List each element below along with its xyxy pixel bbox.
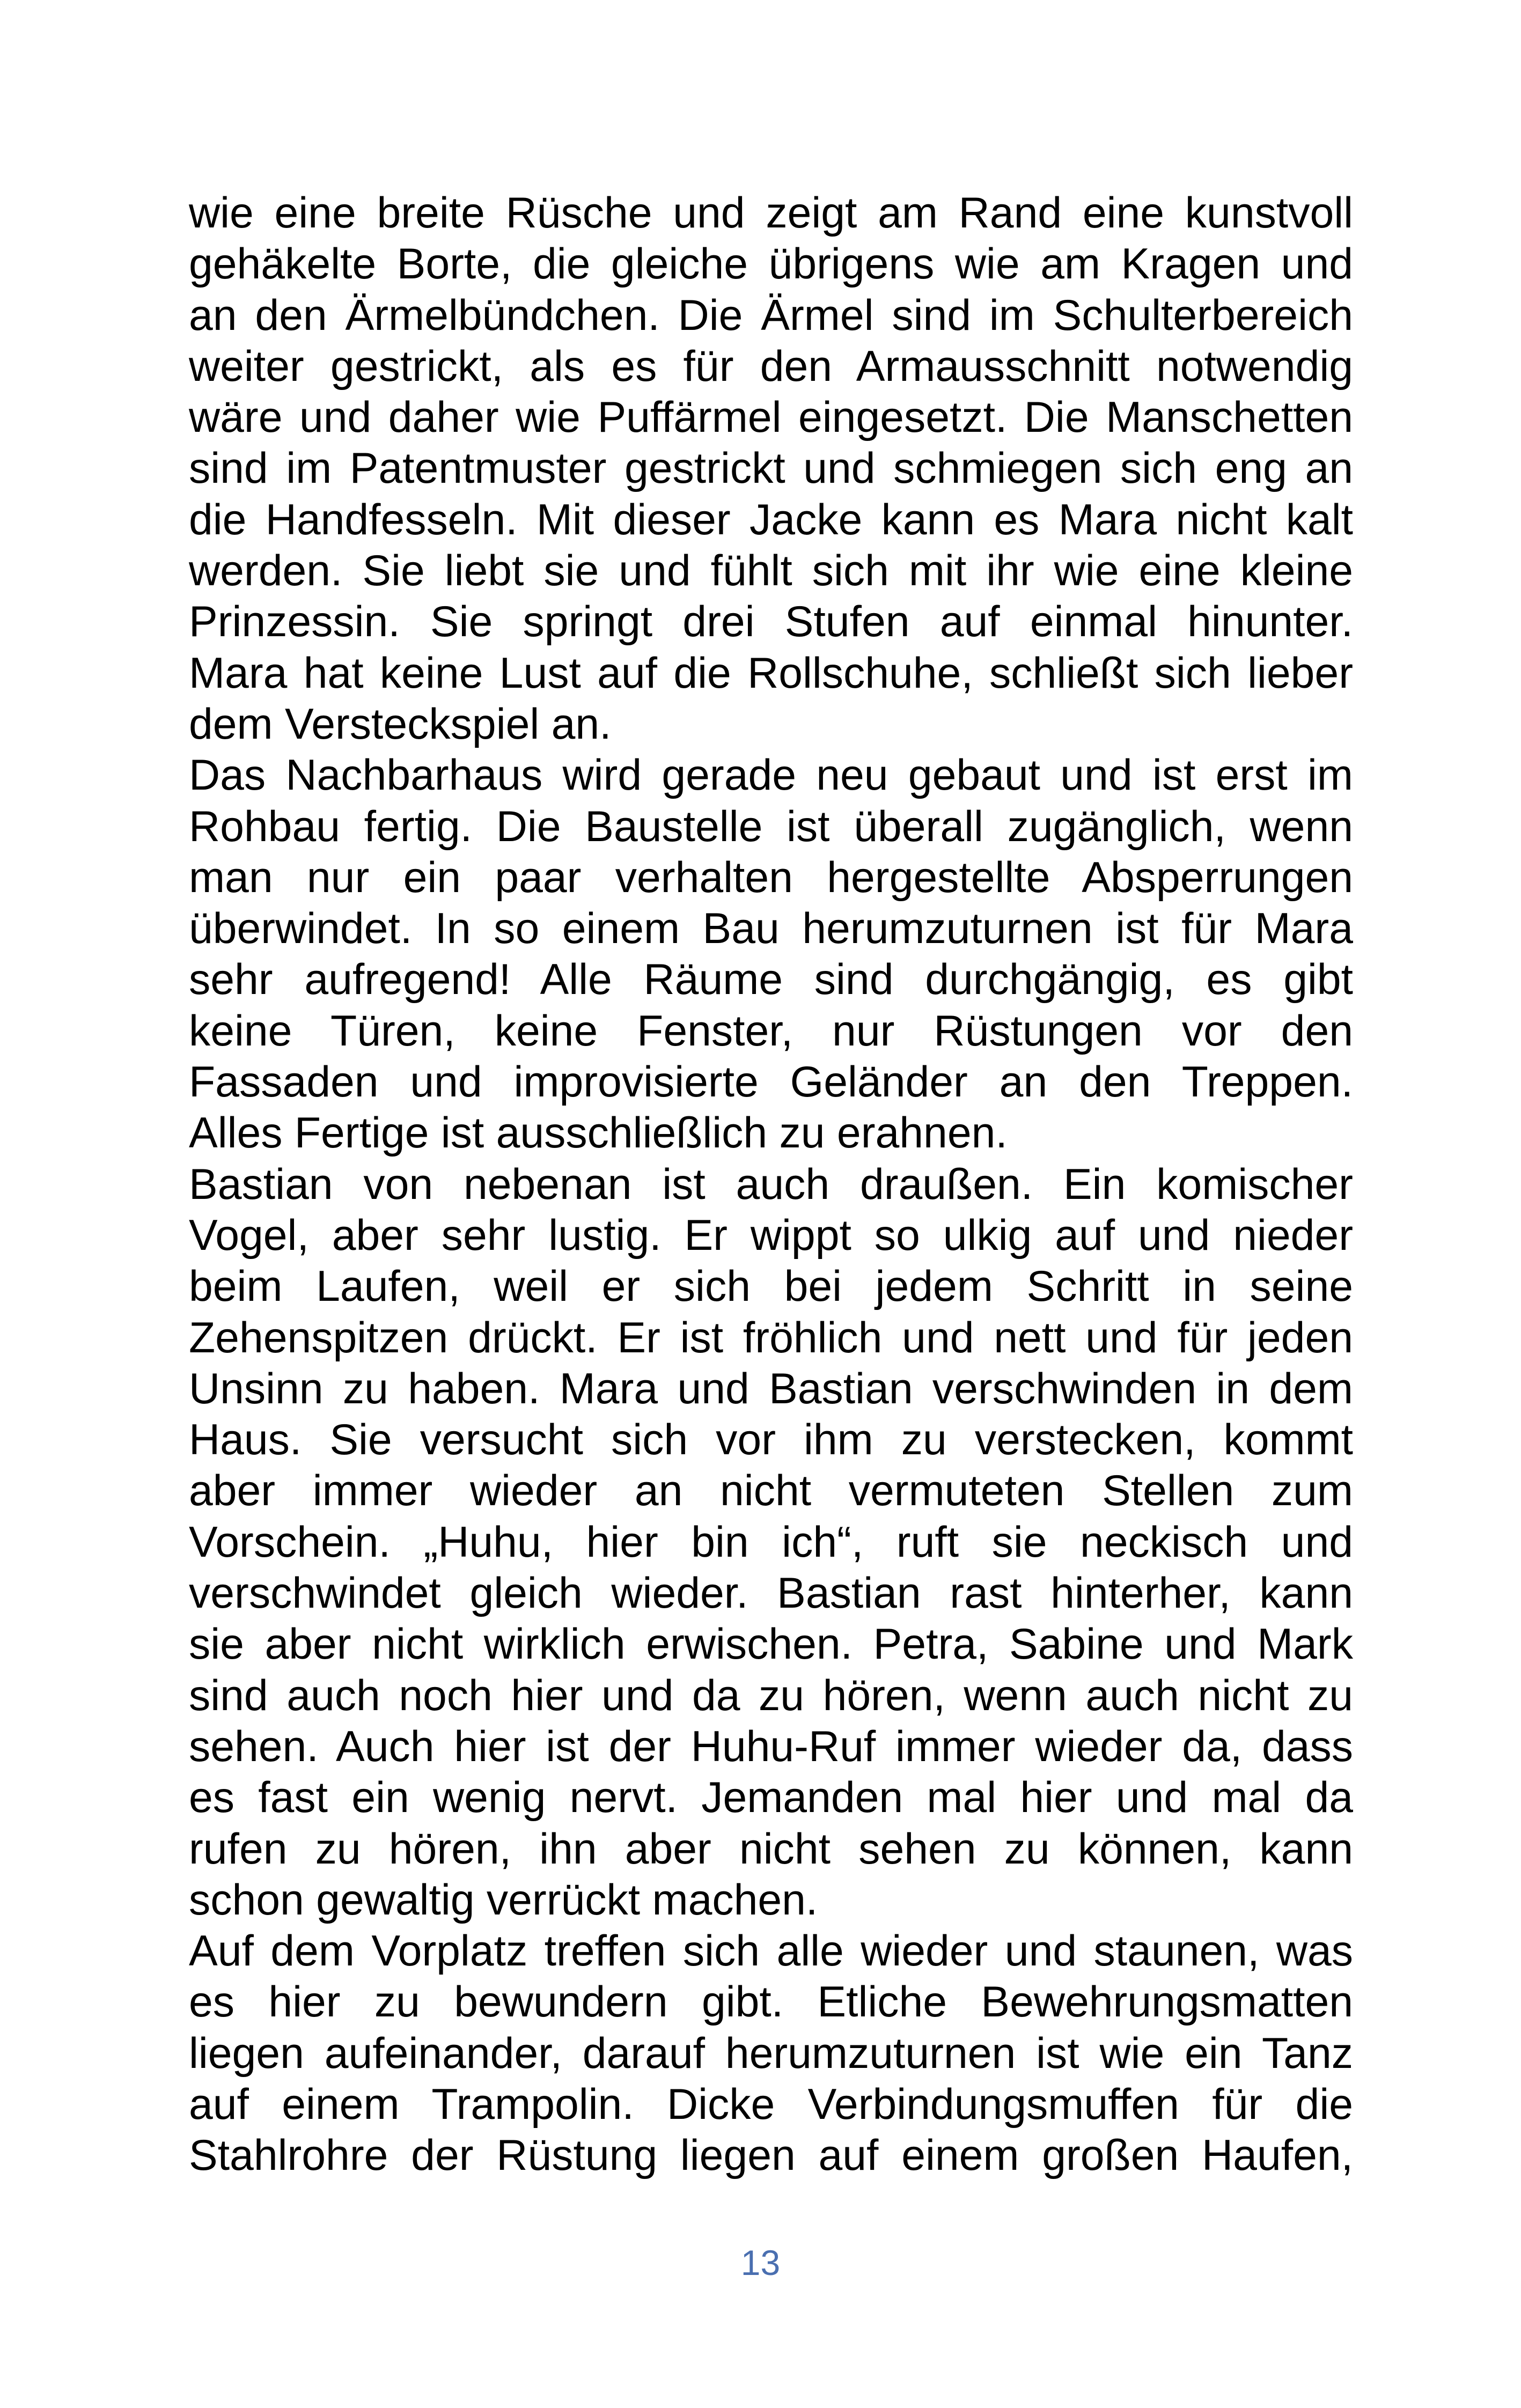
text-line: Auf dem Vorplatz treffen sich alle wieder und staunen, was: [189, 1927, 1353, 1976]
text-line: es fast ein wenig nervt. Jemanden mal hier und mal da: [189, 1773, 1353, 1822]
text-line: wäre und daher wie Puffärmel eingesetzt. Die Manschetten: [189, 393, 1353, 442]
paragraph: [189, 1926, 1353, 2181]
text-line: Haus. Sie versucht sich vor ihm zu verstecken, kommt: [189, 1416, 1353, 1464]
paragraph: [189, 1159, 1353, 1926]
text-line: auf einem Trampolin. Dicke Verbindungsmuffen für die: [189, 2080, 1353, 2129]
text-line: schon gewaltig verrückt machen.: [189, 1875, 818, 1924]
text-line: sind im Patentmuster gestrickt und schmiegen sich eng an: [189, 444, 1353, 493]
text-line: die Handfesseln. Mit dieser Jacke kann es Mara nicht kalt: [189, 495, 1353, 544]
text-line: Unsinn zu haben. Mara und Bastian verschwinden in dem: [189, 1364, 1353, 1413]
text-line: liegen aufeinander, darauf herumzuturnen ist wie ein Tanz: [189, 2029, 1353, 2078]
text-line: es hier zu bewundern gibt. Etliche Bewehrungsmatten: [189, 1978, 1353, 2027]
text-line: wie eine breite Rüsche und zeigt am Rand eine kunstvoll: [189, 189, 1353, 237]
text-line: Fassaden und improvisierte Geländer an den Treppen.: [189, 1058, 1353, 1107]
text-line: werden. Sie liebt sie und fühlt sich mit ihr wie eine kleine: [189, 547, 1353, 595]
text-line: dem Versteckspiel an.: [189, 699, 612, 748]
text-line: aber immer wieder an nicht vermuteten Stellen zum: [189, 1467, 1353, 1515]
text-line: Bastian von nebenan ist auch draußen. Ein komischer: [189, 1160, 1353, 1209]
paragraph: [189, 750, 1353, 1159]
text-line: rufen zu hören, ihn aber nicht sehen zu können, kann: [189, 1824, 1353, 1873]
text-line: Mara hat keine Lust auf die Rollschuhe, schließt sich lieber: [189, 649, 1353, 697]
text-line: Zehenspitzen drückt. Er ist fröhlich und nett und für jeden: [189, 1313, 1353, 1362]
text-line: keine Türen, keine Fenster, nur Rüstungen vor den: [189, 1006, 1353, 1055]
text-line: beim Laufen, weil er sich bei jedem Schritt in seine: [189, 1262, 1353, 1311]
text-line: sie aber nicht wirklich erwischen. Petra, Sabine und Mark: [189, 1620, 1353, 1669]
text-line: gehäkelte Borte, die gleiche übrigens wie am Kragen und: [189, 240, 1353, 289]
text-line: verschwindet gleich wieder. Bastian rast hinterher, kann: [189, 1569, 1353, 1618]
text-line: Stahlrohre der Rüstung liegen auf einem großen Haufen,: [189, 2131, 1353, 2180]
text-line: Rohbau fertig. Die Baustelle ist überall zugänglich, wenn: [189, 802, 1353, 851]
text-line: sehr aufregend! Alle Räume sind durchgängig, es gibt: [189, 955, 1353, 1004]
text-line: weiter gestrickt, als es für den Armausschnitt notwendig: [189, 342, 1353, 391]
text-line: Vorschein. „Huhu, hier bin ich“, ruft sie neckisch und: [189, 1518, 1353, 1566]
page-number: 13: [740, 2243, 781, 2282]
text-line: Das Nachbarhaus wird gerade neu gebaut und ist erst im: [189, 751, 1353, 800]
text-line: Alles Fertige ist ausschließlich zu erahnen.: [189, 1109, 1008, 1158]
text-line: sind auch noch hier und da zu hören, wenn auch nicht zu: [189, 1671, 1353, 1720]
text-line: überwindet. In so einem Bau herumzuturnen ist für Mara: [189, 904, 1353, 953]
text-line: Prinzessin. Sie springt drei Stufen auf einmal hinunter.: [189, 598, 1353, 646]
text-line: an den Ärmelbündchen. Die Ärmel sind im Schulterbereich: [189, 291, 1353, 340]
body-text: [189, 188, 1353, 2182]
text-line: Vogel, aber sehr lustig. Er wippt so ulkig auf und nieder: [189, 1211, 1353, 1260]
paragraph: [189, 188, 1353, 750]
text-line: sehen. Auch hier ist der Huhu-Ruf immer wieder da, dass: [189, 1722, 1353, 1771]
text-line: man nur ein paar verhalten hergestellte Absperrungen: [189, 853, 1353, 902]
